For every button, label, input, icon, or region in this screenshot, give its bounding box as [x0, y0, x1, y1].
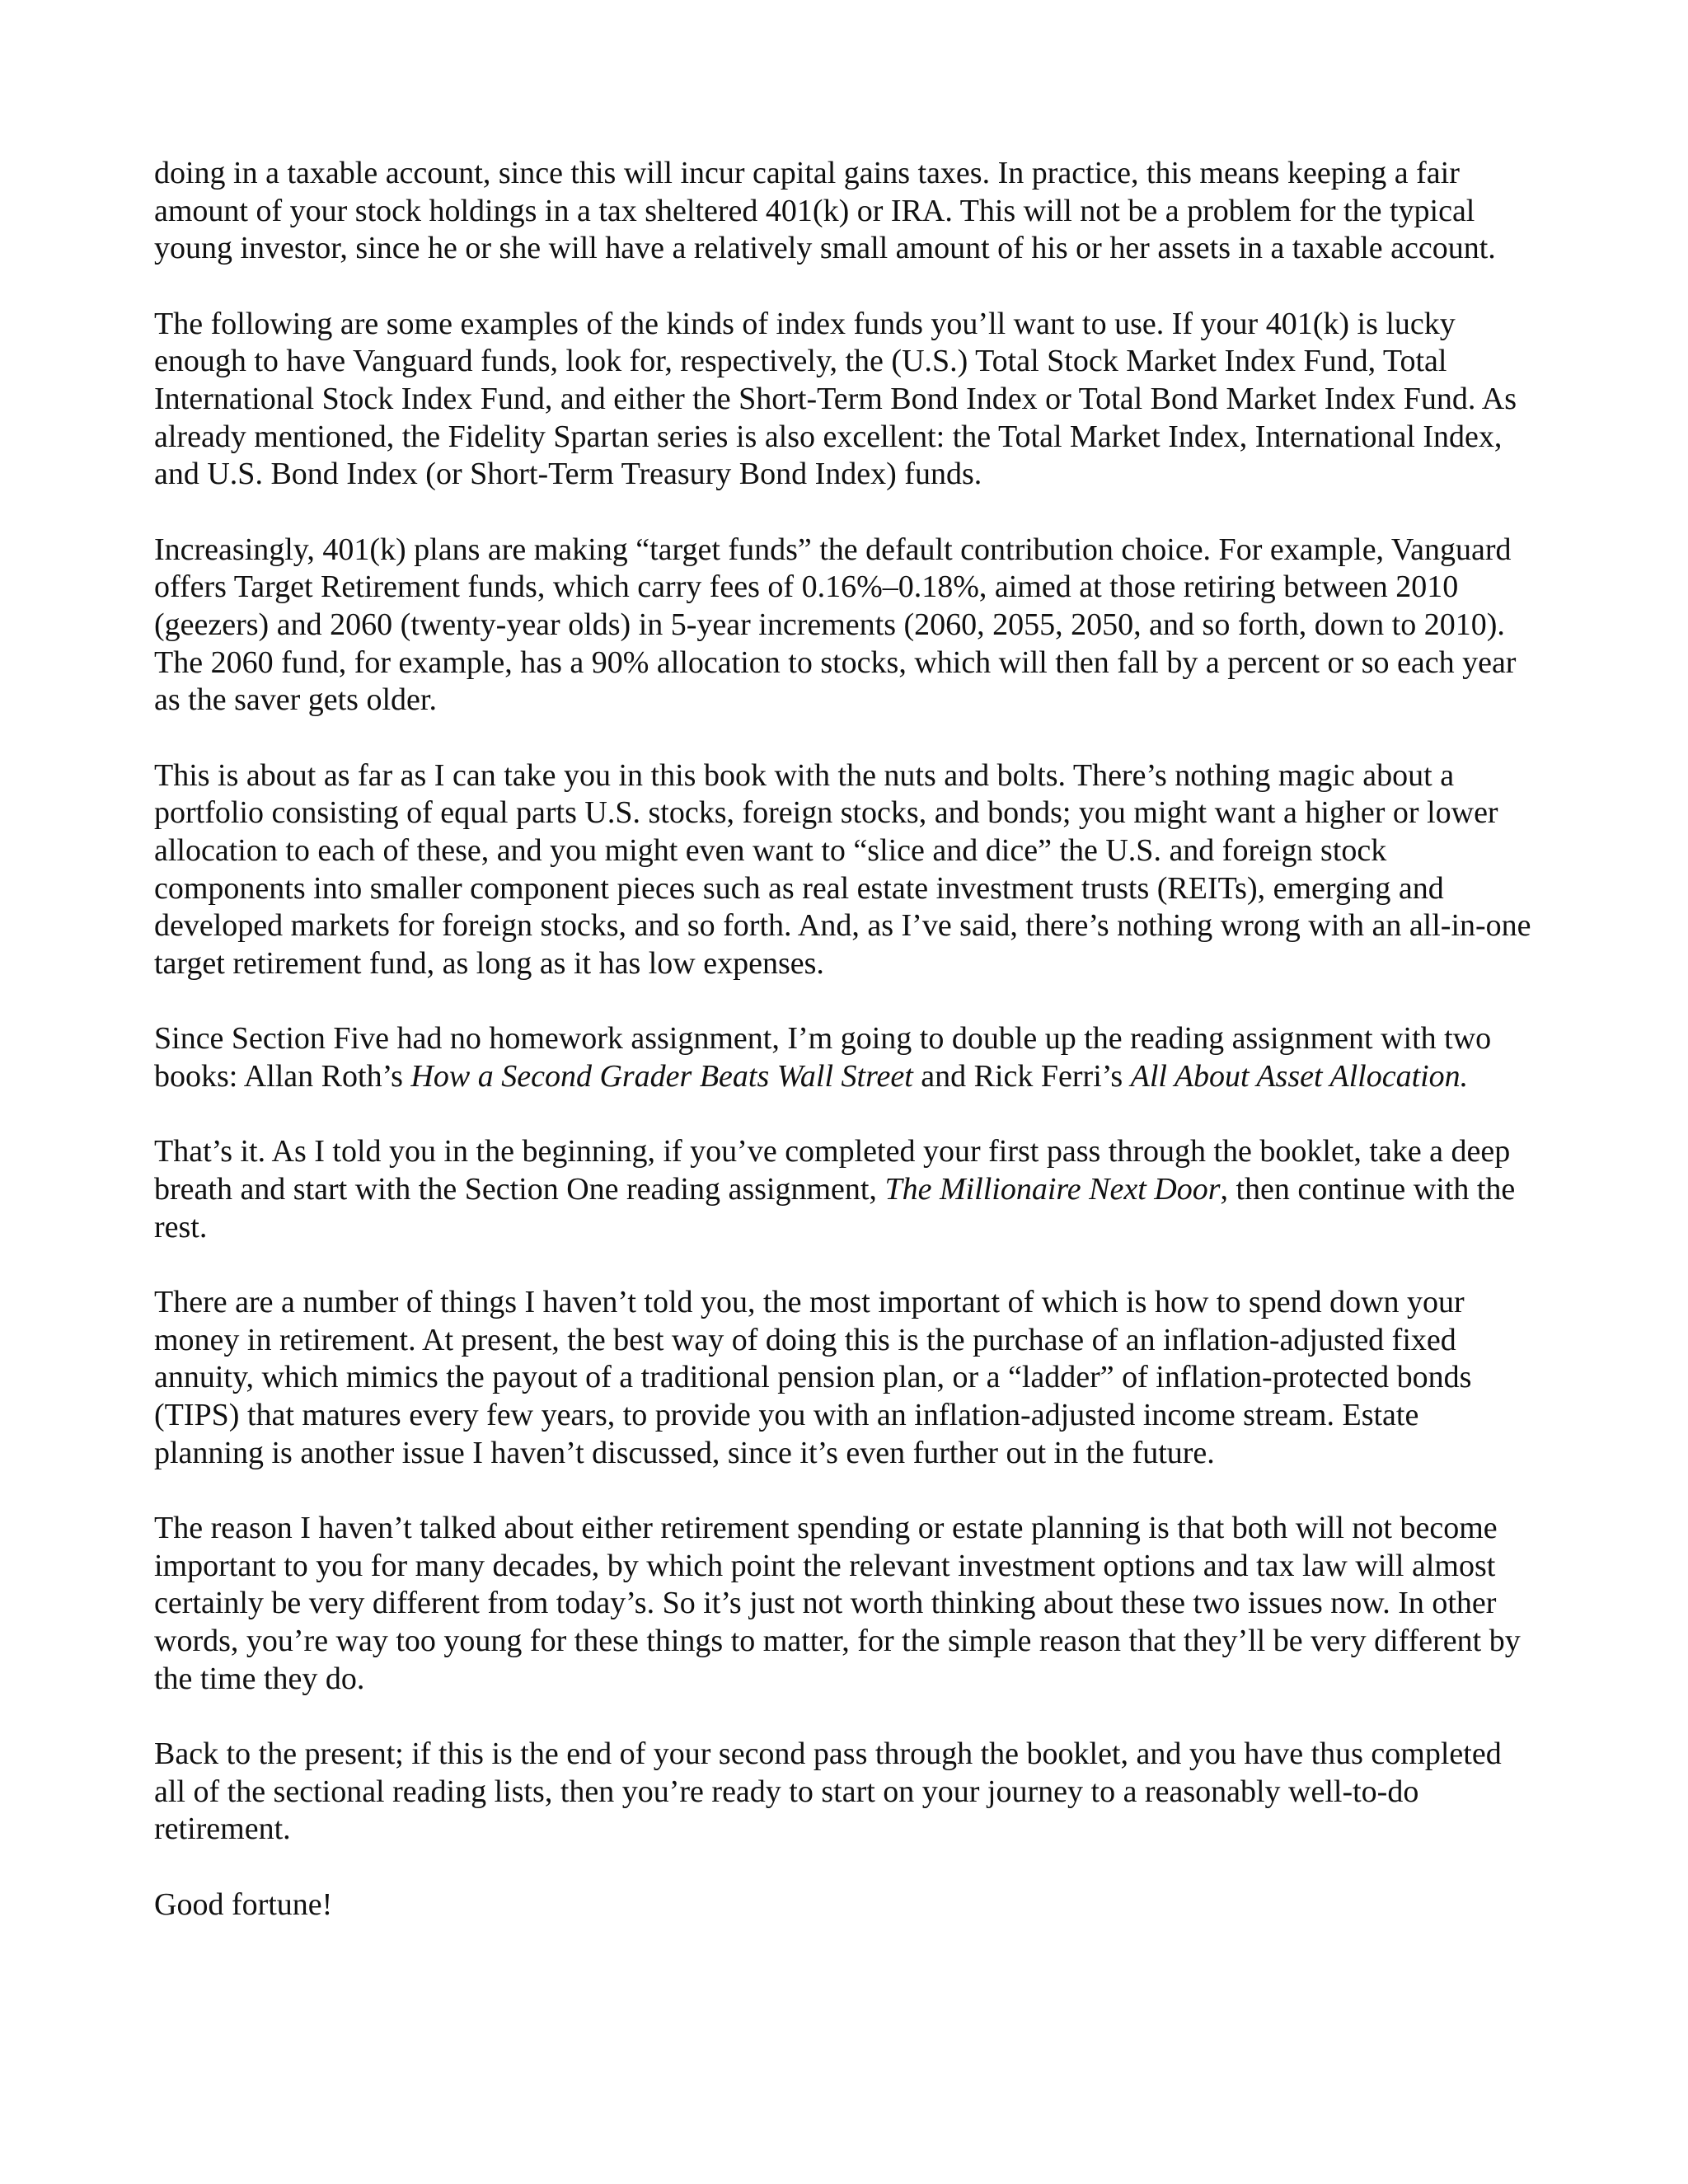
paragraph-text: The following are some examples of the kinds of index funds you’ll want to use. If your 401(k) is lucky enough to have Vanguard funds, look for, respectively, the (U.S.) Total Stock Market Index Fund, Total International Stock Index Fund, and either the Short-Term Bond Index or Total Bond Market Index Fund. As already mentioned, the Fidelity Spartan series is also excellent: the Total Market Index, International Index, and U.S. Bond Index (or Short-Term Treasury Bond Index) funds.	[154, 306, 1517, 492]
paragraph-text: There are a number of things I haven’t told you, the most important of which is how to spend down your money in retirement. At present, the best way of doing this is the purchase of an inflation-adjusted fixed annuity, which mimics the payout of a traditional pension plan, or a “ladder” of inflation-protected bonds (TIPS) that matures every few years, to provide you with an inflation-adjusted income stream. Estate planning is another issue I haven’t discussed, since it’s even further out in the future.	[154, 1285, 1472, 1470]
paragraph-9	[154, 1736, 1535, 1849]
closing-line: Good fortune!	[154, 1886, 333, 1922]
paragraph-text: The reason I haven’t talked about either retirement spending or estate planning is that both will not become important to you for many decades, by which point the relevant investment options and tax law will almost certainly be very different from today’s. So it’s just not worth thinking about these two issues now. In other words, you’re way too young for these things to matter, for the simple reason that they’ll be very different by the time they do.	[154, 1511, 1521, 1696]
document-page	[154, 155, 1535, 1962]
book-title-italic: How a Second Grader Beats Wall Street	[410, 1058, 913, 1094]
paragraph-text: Since Section Five had no homework assignment, I’m going to double up the reading assignment with two books: Allan Roth’s	[154, 1021, 1492, 1094]
book-title-italic: All About Asset Allocation.	[1130, 1058, 1469, 1094]
paragraph-text: , then continue with the rest.	[154, 1172, 1516, 1244]
paragraph-text: This is about as far as I can take you in this book with the nuts and bolts. There’s nothing magic about a portfolio consisting of equal parts U.S. stocks, foreign stocks, and bonds; you might want a higher or lower allocation to each of these, and you might even want to “slice and dice” the U.S. and foreign stock components into smaller component pieces such as real estate investment trusts (REITs), emerging and developed markets for foreign stocks, and so forth. And, as I’ve said, there’s nothing wrong with an all-in-one target retirement fund, as long as it has low expenses.	[154, 757, 1531, 981]
paragraph-text: doing in a taxable account, since this will incur capital gains taxes. In practice, this means keeping a fair amount of your stock holdings in a tax sheltered 401(k) or IRA. This will not be a problem for the typical young investor, since he or she will have a relatively small amount of his or her assets in a taxable account.	[154, 156, 1496, 266]
paragraph-text: Back to the present; if this is the end of your second pass through the booklet, and you have thus completed all of the sectional reading lists, then you’re ready to start on your journey to a reasonably well-to-do retirement.	[154, 1736, 1502, 1847]
paragraph-5	[154, 1020, 1535, 1095]
paragraph-7	[154, 1284, 1535, 1472]
paragraph-2	[154, 306, 1535, 494]
paragraph-6	[154, 1133, 1535, 1246]
paragraph-1	[154, 155, 1535, 268]
paragraph-3	[154, 532, 1535, 719]
paragraph-4	[154, 757, 1535, 983]
book-title-italic: The Millionaire Next Door	[884, 1172, 1221, 1207]
paragraph-text: Increasingly, 401(k) plans are making “target funds” the default contribution choice. For example, Vanguard offers Target Retirement funds, which carry fees of 0.16%–0.18%, aimed at those retiring between 2010 (geezers) and 2060 (twenty-year olds) in 5-year increments (2060, 2055, 2050, and so forth, down to 2010). The 2060 fund, for example, has a 90% allocation to stocks, which will then fall by a percent or so each year as the saver gets older.	[154, 532, 1517, 718]
paragraph-text: and Rick Ferri’s	[912, 1058, 1131, 1094]
paragraph-8	[154, 1510, 1535, 1698]
paragraph-10	[154, 1886, 1535, 1924]
paragraph-text: That’s it. As I told you in the beginning, if you’ve completed your first pass through the booklet, take a deep breath and start with the Section One reading assignment,	[154, 1134, 1511, 1207]
